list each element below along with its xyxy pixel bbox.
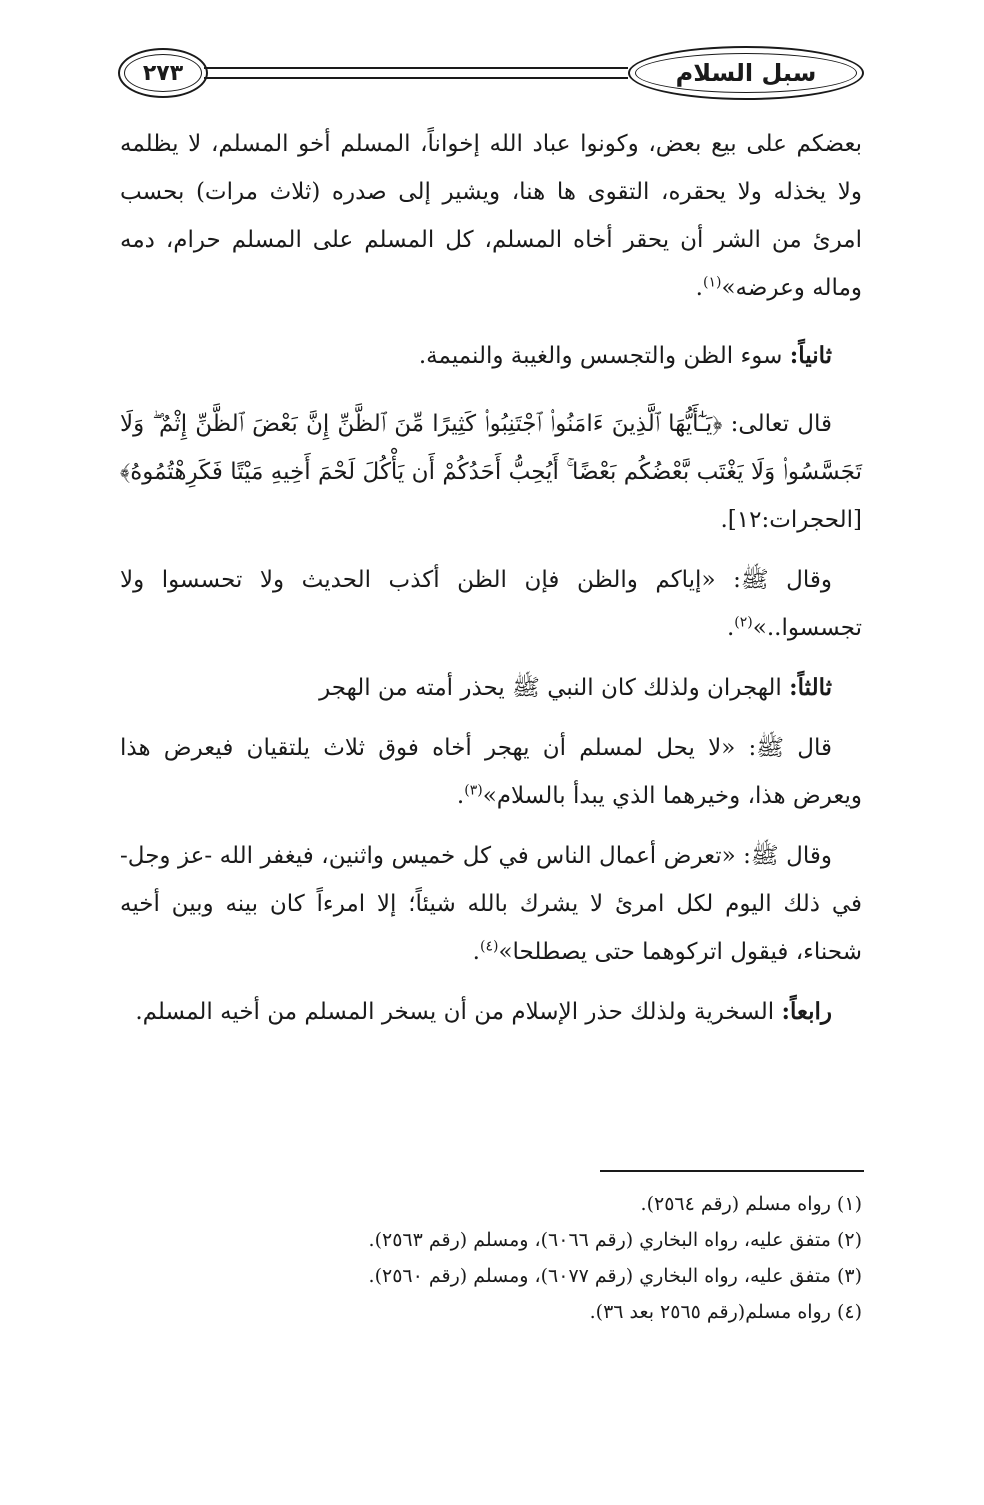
paragraph-8-text: السخرية ولذلك حذر الإسلام من أن يسخر المسلم من أخيه المسلم. — [135, 999, 782, 1025]
footnotes — [120, 1186, 862, 1330]
paragraph-4: وقال ﷺ: «إياكم والظن فإن الظن أكذب الحديث ولا تحسسوا ولا تجسسوا..»$^{(٢)}$. — [120, 567, 862, 641]
footnote-3: (٣) متفق عليه، رواه البخاري (رقم ٦٠٧٧)، ومسلم (رقم ٢٥٦٠). — [368, 1265, 862, 1287]
quran-reference: [الحجرات:١٢]. — [720, 507, 862, 533]
paragraph-2 — [120, 332, 862, 380]
section-label-2: ثانياً: — [789, 342, 832, 369]
footnote-1: (١) رواه مسلم (رقم ٢٥٦٤). — [640, 1193, 862, 1215]
page-header — [118, 44, 864, 106]
footnote-4: (٤) رواه مسلم(رقم ٢٥٦٥ بعد ٣٦). — [589, 1301, 862, 1323]
paragraph-6: قال ﷺ: «لا يحل لمسلم أن يهجر أخاه فوق ثلاث يلتقيان فيعرض هذا ويعرض هذا، وخيرهما الذي يبدأ بالسلام»$^{(٣)}$. — [120, 735, 862, 809]
footnote-ref-4: (٤) — [479, 938, 499, 955]
paragraph-7-text: وقال ﷺ: «تعرض أعمال الناس في كل خميس واثنين، فيغفر الله -عز وجل- في ذلك اليوم لكل امرئ لا يشرك بالله شيئاً؛ إلا امرءاً كان بينه وبين أخيه شحناء، فيقول اتركوهما حتى يصطلحا» — [120, 843, 862, 965]
footnote-2: (٢) متفق عليه، رواه البخاري (رقم ٦٠٦٦)، ومسلم (رقم ٢٥٦٣). — [368, 1229, 862, 1251]
footnote-ref-2: (٢) — [734, 614, 753, 631]
paragraph-5 — [120, 664, 862, 712]
paragraph-7: وقال ﷺ: «تعرض أعمال الناس في كل خميس واثنين، فيغفر الله -عز وجل- في ذلك اليوم لكل امرئ لا يشرك بالله شيئاً؛ إلا امرءاً كان بينه وبين أخيه شحناء، فيقول اتركوهما حتى يصطلحا»$^{(٤)}$. — [120, 843, 862, 965]
paragraph-4-text: وقال ﷺ: «إياكم والظن فإن الظن أكذب الحديث ولا تحسسوا ولا تجسسوا..» — [120, 567, 862, 641]
section-label-4: رابعاً: — [781, 998, 832, 1025]
quran-verse: ﴿يَـٰٓأَيُّهَا ٱلَّذِينَ ءَامَنُوا۟ ٱجْتَنِبُوا۟ كَثِيرًا مِّنَ ٱلظَّنِّ إِنَّ بَعْضَ ٱلظَّنِّ إِثْمٌ ۖ وَلَا تَجَسَّسُوا۟ وَلَا يَغْتَب بَّعْضُكُم بَعْضًا ۚ أَيُحِبُّ أَحَدُكُمْ أَن يَأْكُلَ لَحْمَ أَخِيهِ مَيْتًا فَكَرِهْتُمُوهُ﴾ — [120, 411, 862, 485]
book-title: سبل السلام — [675, 59, 817, 87]
paragraph-5-text: الهجران ولذلك كان النبي ﷺ يحذر أمته من الهجر — [319, 675, 790, 701]
page-number: ٢٧٣ — [142, 60, 184, 86]
paragraph-1: بعضكم على بيع بعض، وكونوا عباد الله إخواناً، المسلم أخو المسلم، لا يظلمه ولا يخذله ولا يحقره، التقوى ها هنا، ويشير إلى صدره (ثلاث مرات) بحسب امرئ من الشر أن يحقر أخاه المسلم، كل المسلم على المسلم حرام، دمه وماله وعرضه»$^{(١)}$. — [120, 131, 862, 301]
section-label-3: ثالثاً: — [789, 674, 832, 701]
footnote-ref-3: (٣) — [464, 782, 483, 799]
paragraph-3-lead: قال تعالى: — [722, 411, 832, 437]
body-text — [120, 120, 862, 1036]
paragraph-8 — [120, 988, 862, 1036]
title-oval — [628, 46, 864, 100]
footnote-ref-1: (١) — [702, 274, 722, 291]
paragraph-3 — [120, 400, 862, 544]
page-number-oval — [118, 48, 208, 98]
paragraph-1-text: بعضكم على بيع بعض، وكونوا عباد الله إخواناً، المسلم أخو المسلم، لا يظلمه ولا يخذله ولا يحقره، التقوى ها هنا، ويشير إلى صدره (ثلاث مرات) بحسب امرئ من الشر أن يحقر أخاه المسلم، كل المسلم على المسلم حرام، دمه وماله وعرضه» — [120, 131, 862, 301]
paragraph-2-text: سوء الظن والتجسس والغيبة والنميمة. — [418, 343, 790, 369]
footnote-separator — [600, 1170, 864, 1172]
header-double-rule — [204, 67, 628, 79]
paragraph-6-text: قال ﷺ: «لا يحل لمسلم أن يهجر أخاه فوق ثلاث يلتقيان فيعرض هذا ويعرض هذا، وخيرهما الذي يبدأ بالسلام» — [120, 735, 862, 809]
